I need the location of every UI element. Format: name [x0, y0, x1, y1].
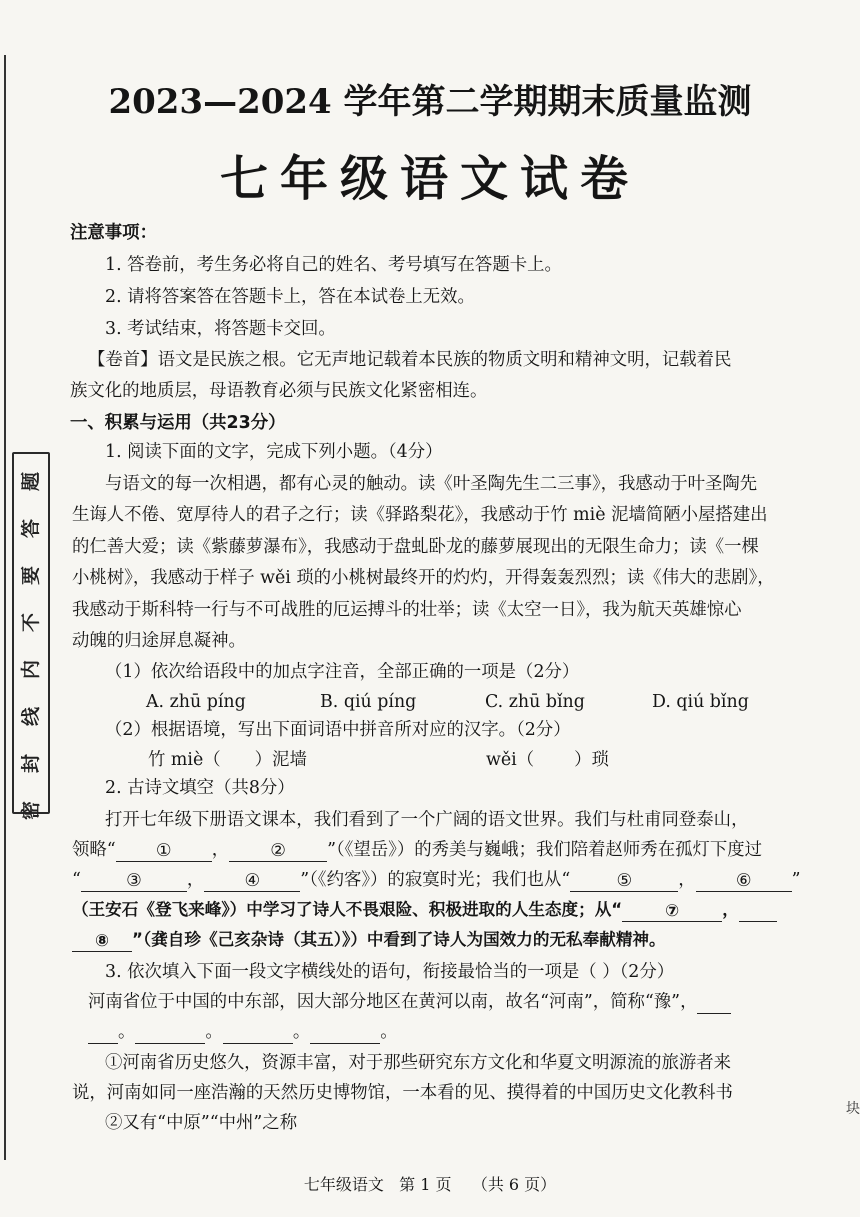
passage-line: 与语文的每一次相遇，都有心灵的触动。读《叶圣陶先生二三事》，我感动于叶圣陶先 [105, 474, 758, 494]
seal-char: 封 [20, 753, 43, 774]
blank-1[interactable]: ① [116, 839, 212, 862]
seal-char: 要 [20, 565, 43, 586]
notice-heading: 注意事项： [70, 223, 157, 243]
question-stem: 1. 阅读下面的文字，完成下列小题。（4分） [105, 442, 443, 462]
poem-line [72, 928, 666, 952]
seal-char: 答 [20, 518, 43, 539]
answer-blank[interactable] [135, 1021, 205, 1044]
fill-prefix: 竹 miè（ [148, 750, 221, 770]
option-d[interactable]: D. qiú bǐng [652, 692, 749, 712]
preface-line: 【卷首】语文是民族之根。它无声地记载着本民族的物质文明和精神文明，记载着民 [88, 350, 732, 370]
option-b[interactable]: B. qiú píng [320, 692, 417, 712]
fill-item-b [486, 748, 609, 772]
text: ， [211, 840, 230, 860]
subquestion: （2）根据语境，写出下面词语中拼音所对应的汉字。（2分） [105, 720, 571, 740]
text: 。 [380, 1022, 398, 1042]
blank-5[interactable]: ⑤ [570, 869, 678, 892]
binding-line [4, 55, 6, 1160]
text: （王安石《登飞来峰》）中学习了诗人不畏艰险、积极进取的人生态度；从“ [72, 900, 623, 919]
text: 。 [292, 1022, 311, 1042]
text: 河南省位于中国的中东部，因大部分地区在黄河以南，故名“河南”，简称“豫”， [88, 992, 698, 1012]
question-text [88, 1020, 398, 1044]
notice-item: 3. 考试结束，将答题卡交回。 [105, 319, 336, 339]
seal-char: 密 [20, 800, 43, 821]
text: ”（《约客》）的寂寞时光；我们也从“ [300, 870, 571, 890]
question-text [88, 990, 731, 1014]
answer-blank[interactable] [88, 1021, 118, 1044]
answer-blank[interactable] [697, 991, 731, 1014]
blank-7-cont[interactable] [739, 899, 777, 922]
text: ” [791, 870, 801, 890]
poem-line [72, 838, 762, 862]
footer-total: （共 6 页） [471, 1175, 557, 1194]
seal-char: 线 [20, 706, 43, 727]
passage-line: 小桃树》，我感动于样子 wěi 琐的小桃树最终开的灼灼，开得轰轰烈烈；读《伟大的悲剧》， [72, 568, 775, 588]
notice-item: 1. 答卷前，考生务必将自己的姓名、考号填写在答题卡上。 [105, 255, 562, 275]
footer-subject: 七年级语文 [303, 1175, 384, 1194]
text: 领略“ [72, 840, 116, 860]
notice-item: 2. 请将答案答在答题卡上，答在本试卷上无效。 [105, 287, 475, 307]
passage-line: 生诲人不倦、宽厚待人的君子之行；读《驿路梨花》，我感动于竹 miè 泥墙简陋小屋搭建出 [72, 505, 768, 525]
blank-8[interactable]: ⑧ [72, 929, 132, 952]
options-row [0, 690, 860, 716]
fill-item-a [148, 748, 307, 772]
poem-line: 打开七年级下册语文课本，我们看到了一个广阔的语文世界。我们与杜甫同登泰山， [105, 810, 749, 830]
page-footer [0, 1172, 860, 1195]
passage-line: 动魄的归途屏息凝神。 [72, 631, 246, 651]
passage-line: 我感动于斯科特一行与不可战胜的厄运搏斗的壮举；读《太空一日》，我为航天英雄惊心 [72, 600, 742, 620]
blank-3[interactable]: ③ [81, 869, 187, 892]
subquestion: （1）依次给语段中的加点字注音，全部正确的一项是（2分） [105, 662, 580, 682]
blank-4[interactable]: ④ [204, 869, 300, 892]
choice-sentence: ②又有“中原”“中州”之称 [105, 1113, 298, 1133]
blank-2[interactable]: ② [229, 839, 327, 862]
footer-page: 第 1 页 [399, 1175, 452, 1194]
fill-suffix: ）琐 [574, 750, 609, 770]
section-heading: 一、积累与运用（共23分） [70, 413, 286, 433]
text: ， [722, 900, 739, 919]
fill-suffix: ）泥墙 [254, 750, 307, 770]
fill-prefix: wěi（ [486, 750, 535, 770]
text: ”（龚自珍《己亥杂诗（其五）》）中看到了诗人为国效力的无私奉献精神。 [132, 930, 666, 949]
option-a[interactable]: A. zhū píng [146, 692, 246, 712]
text: “ [72, 870, 81, 890]
passage-line: 的仁善大爱；读《紫藤萝瀑布》，我感动于盘虬卧龙的藤萝展现出的无限生命力；读《一棵 [72, 537, 759, 557]
text: ”（《望岳》）的秀美与巍峨；我们陪着赵师秀在孤灯下度过 [327, 840, 763, 860]
seal-char: 题 [20, 471, 43, 492]
text: 。 [205, 1022, 223, 1042]
poem-line [72, 898, 777, 922]
text: ， [678, 870, 696, 890]
answer-blank[interactable] [223, 1021, 293, 1044]
preface-line: 族文化的地质层，母语教育必须与民族文化紧密相连。 [70, 381, 488, 401]
answer-blank[interactable] [310, 1021, 380, 1044]
blank-7[interactable]: ⑦ [622, 899, 722, 922]
text: 。 [118, 1022, 136, 1042]
exam-title: 2023—2024 学年第二学期期末质量监测 [108, 82, 752, 122]
seal-char: 不 [20, 612, 43, 633]
stray-char: 块 [846, 1101, 860, 1117]
blank-6[interactable]: ⑥ [696, 869, 792, 892]
poem-line [72, 868, 801, 892]
question-stem: 2. 古诗文填空（共8分） [105, 778, 295, 798]
exam-subtitle: 七年级语文试卷 [219, 151, 640, 207]
question-stem: 3. 依次填入下面一段文字横线处的语句，衔接最恰当的一项是（ ）（2分） [105, 962, 675, 982]
text: ， [186, 870, 205, 890]
choice-sentence: ①河南省历史悠久，资源丰富，对于那些研究东方文化和华夏文明源流的旅游者来 [105, 1053, 732, 1073]
option-c[interactable]: C. zhū bǐng [485, 692, 585, 712]
seal-margin-text [14, 468, 46, 824]
seal-char: 内 [20, 659, 43, 680]
choice-sentence: 说，河南如同一座浩瀚的天然历史博物馆，一本看的见、摸得着的中国历史文化教科书 [72, 1083, 733, 1103]
